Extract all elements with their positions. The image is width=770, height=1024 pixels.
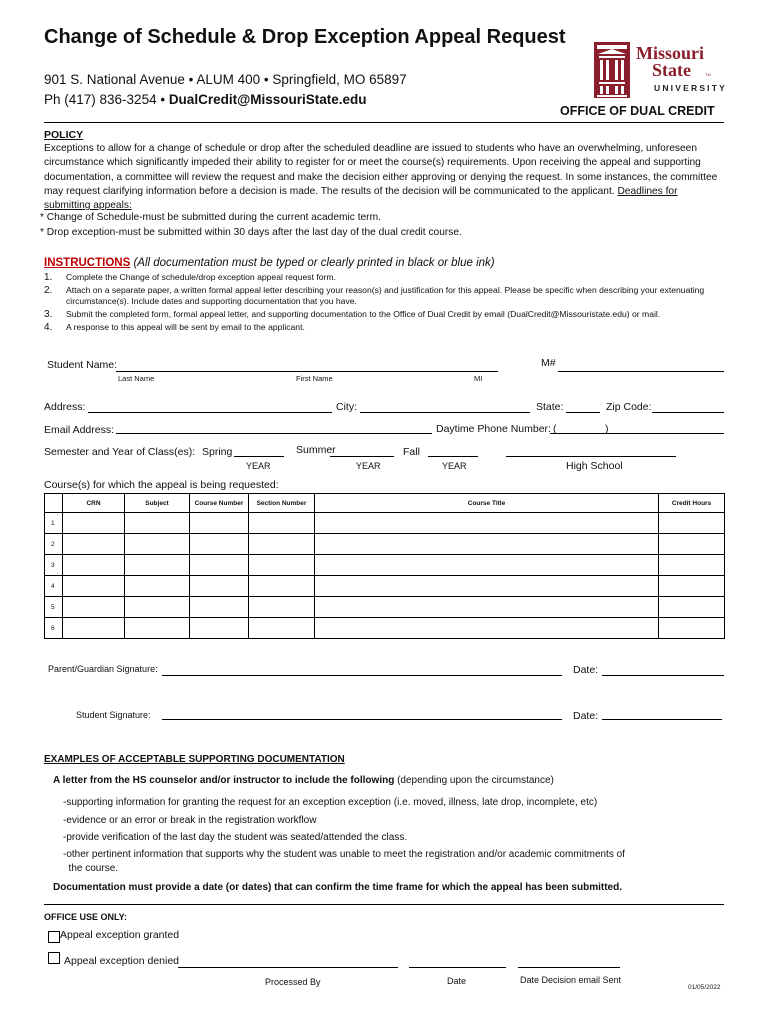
parent-date-label: Date: bbox=[573, 664, 599, 676]
section-number-header: Section Number bbox=[249, 494, 315, 513]
email-label: Email Address: bbox=[44, 424, 115, 436]
table-row bbox=[45, 513, 725, 534]
fall-label: Fall bbox=[403, 446, 420, 458]
fall-year-caption: YEAR bbox=[442, 461, 467, 471]
table-row bbox=[45, 597, 725, 618]
section-number-cell[interactable] bbox=[249, 534, 315, 555]
city-label: City: bbox=[336, 401, 357, 413]
summer-label: Summer bbox=[296, 444, 336, 456]
phone-open-paren: ( bbox=[553, 423, 557, 435]
phone-close-paren: ) bbox=[605, 423, 609, 435]
instruction-text: A response to this appeal will be sent by email to the applicant. bbox=[66, 322, 305, 332]
logo-trademark: TM bbox=[705, 72, 711, 77]
instruction-number: 4. bbox=[44, 322, 53, 333]
office-name: OFFICE OF DUAL CREDIT bbox=[560, 104, 715, 118]
address-field[interactable] bbox=[88, 412, 332, 413]
row-number: 6 bbox=[45, 618, 63, 639]
credit-hours-cell[interactable] bbox=[659, 576, 725, 597]
zip-label: Zip Code: bbox=[606, 401, 652, 413]
courses-label: Course(s) for which the appeal is being requested: bbox=[44, 479, 279, 491]
crn-header: CRN bbox=[63, 494, 125, 513]
first-name-caption: First Name bbox=[296, 374, 333, 383]
deadlines-label: Deadlines for submitting appeals: bbox=[44, 185, 678, 212]
example-item: -provide verification of the last day the student was seated/attended the class. bbox=[63, 832, 408, 843]
course-number-header: Course Number bbox=[190, 494, 249, 513]
section-number-cell[interactable] bbox=[249, 576, 315, 597]
course-title-cell[interactable] bbox=[315, 534, 659, 555]
m-number-label: M# bbox=[541, 357, 556, 369]
course-title-cell[interactable] bbox=[315, 618, 659, 639]
instruction-text: Submit the completed form, formal appeal letter, and supporting documentation to the Office of Dual Credit by email (DualCredit@Missouristate.edu) or mail. bbox=[66, 309, 661, 319]
credit-hours-cell[interactable] bbox=[659, 555, 725, 576]
email-field[interactable] bbox=[116, 433, 432, 434]
high-school-field[interactable] bbox=[506, 456, 676, 457]
instruction-number: 1. bbox=[44, 272, 53, 283]
course-number-cell[interactable] bbox=[190, 513, 249, 534]
student-date-label: Date: bbox=[573, 710, 599, 722]
instructions-heading-row bbox=[44, 257, 495, 269]
policy-bullet-change: * Change of Schedule-must be submitted during the current academic term. bbox=[40, 212, 381, 223]
office-use-divider bbox=[44, 904, 724, 905]
example-item: -other pertinent information that supports why the student was unable to meet the registration and/or academic commitments of bbox=[63, 849, 625, 860]
address-label: Address: bbox=[44, 401, 86, 413]
courses-header-row bbox=[45, 494, 725, 513]
last-name-caption: Last Name bbox=[118, 374, 155, 383]
logo-state-text: State bbox=[652, 60, 691, 80]
example-item: the course. bbox=[63, 863, 119, 874]
header-divider bbox=[44, 122, 724, 123]
section-number-cell[interactable] bbox=[249, 513, 315, 534]
course-title-cell[interactable] bbox=[315, 597, 659, 618]
subject-cell[interactable] bbox=[125, 618, 190, 639]
course-number-cell[interactable] bbox=[190, 597, 249, 618]
office-email: DualCredit@MissouriState.edu bbox=[168, 92, 367, 107]
state-label: State: bbox=[536, 401, 564, 413]
denied-label: Appeal exception denied bbox=[64, 955, 180, 967]
credit-hours-cell[interactable] bbox=[659, 597, 725, 618]
section-number-cell[interactable] bbox=[249, 555, 315, 576]
parent-signature-field[interactable] bbox=[162, 675, 562, 676]
examples-lead bbox=[53, 775, 554, 786]
row-number-header bbox=[45, 494, 63, 513]
granted-checkbox[interactable] bbox=[48, 931, 60, 943]
policy-text bbox=[44, 142, 724, 213]
decision-email-caption: Date Decision email Sent bbox=[520, 975, 622, 985]
parent-signature-label: Parent/Guardian Signature: bbox=[48, 664, 158, 674]
mi-caption: MI bbox=[474, 374, 483, 383]
credit-hours-cell[interactable] bbox=[659, 513, 725, 534]
office-use-heading: OFFICE USE ONLY: bbox=[44, 912, 128, 922]
section-number-cell[interactable] bbox=[249, 597, 315, 618]
course-title-cell[interactable] bbox=[315, 576, 659, 597]
office-phone: Ph (417) 836-3254 • bbox=[44, 92, 169, 107]
parent-date-field[interactable] bbox=[602, 675, 724, 676]
credit-hours-cell[interactable] bbox=[659, 534, 725, 555]
student-signature-label: Student Signature: bbox=[76, 710, 151, 720]
table-row bbox=[45, 555, 725, 576]
credit-hours-cell[interactable] bbox=[659, 618, 725, 639]
subject-header: Subject bbox=[125, 494, 190, 513]
instruction-number: 3. bbox=[44, 309, 53, 320]
office-date-caption: Date bbox=[447, 976, 467, 986]
city-field[interactable] bbox=[360, 412, 530, 413]
crn-cell[interactable] bbox=[63, 597, 125, 618]
state-field[interactable] bbox=[566, 412, 600, 413]
crn-cell[interactable] bbox=[63, 534, 125, 555]
spring-label: Spring bbox=[202, 446, 233, 458]
zip-field[interactable] bbox=[652, 412, 724, 413]
subject-cell[interactable] bbox=[125, 534, 190, 555]
granted-label: Appeal exception granted bbox=[60, 929, 180, 941]
crn-cell[interactable] bbox=[63, 513, 125, 534]
instruction-text: Complete the Change of schedule/drop exception appeal request form. bbox=[66, 272, 336, 282]
course-title-cell[interactable] bbox=[315, 555, 659, 576]
processed-by-caption: Processed By bbox=[265, 977, 321, 987]
crn-cell[interactable] bbox=[63, 576, 125, 597]
office-date-field[interactable] bbox=[409, 967, 506, 968]
course-title-cell[interactable] bbox=[315, 513, 659, 534]
policy-body: Exceptions to allow for a change of schedule or drop after the scheduled deadline are issued to students who have an overwhelming, unforeseen circumstance which significantly impeded their ability to register for or meet the course(s) requirements. Upon receiving the appeal and supporting documentation, a committee will review the request and make the decision either approving or denying the request. In some instances, the committee may request clarifying information before a decision is made. The results of the decision will be communicated to the applicant. bbox=[44, 143, 718, 197]
spring-year-caption: YEAR bbox=[246, 461, 271, 471]
courses-table bbox=[44, 493, 725, 639]
course-number-cell[interactable] bbox=[190, 555, 249, 576]
row-number: 4 bbox=[45, 576, 63, 597]
examples-lead-bold: A letter from the HS counselor and/or instructor to include the following bbox=[53, 775, 395, 786]
course-number-cell[interactable] bbox=[190, 576, 249, 597]
credit-hours-header: Credit Hours bbox=[659, 494, 725, 513]
student-name-field[interactable] bbox=[116, 371, 498, 372]
subject-cell[interactable] bbox=[125, 555, 190, 576]
summer-year-field[interactable] bbox=[330, 456, 394, 457]
daytime-phone-field[interactable] bbox=[550, 433, 724, 434]
crn-cell[interactable] bbox=[63, 555, 125, 576]
high-school-caption: High School bbox=[566, 460, 623, 472]
example-item: -supporting information for granting the request for an exception exception (i.e. moved, illness, late drop, incomplete, etc) bbox=[63, 797, 598, 808]
processed-by-field[interactable] bbox=[178, 967, 398, 968]
instruction-text: Attach on a separate paper, a written formal appeal letter describing your reason(s) and justification for this appeal. Please be specific when describing your extenuating circumstance(s). Include dates and supporting documentation that you have. bbox=[66, 285, 705, 306]
student-date-field[interactable] bbox=[602, 719, 722, 720]
summer-year-caption: YEAR bbox=[356, 461, 381, 471]
university-building-icon bbox=[594, 42, 630, 98]
table-row bbox=[45, 618, 725, 639]
example-item: -evidence or an error or break in the registration workflow bbox=[63, 815, 317, 826]
form-revision-date: 01/05/2022 bbox=[688, 984, 721, 991]
examples-heading: EXAMPLES OF ACCEPTABLE SUPPORTING DOCUMENTATION bbox=[44, 754, 345, 765]
crn-cell[interactable] bbox=[63, 618, 125, 639]
row-number: 1 bbox=[45, 513, 63, 534]
policy-heading: POLICY bbox=[44, 129, 84, 141]
office-address: 901 S. National Avenue • ALUM 400 • Springfield, MO 65897 bbox=[44, 72, 407, 87]
row-number: 2 bbox=[45, 534, 63, 555]
student-name-label: Student Name: bbox=[47, 359, 118, 371]
fall-year-field[interactable] bbox=[428, 456, 478, 457]
instructions-heading: INSTRUCTIONS bbox=[44, 257, 131, 269]
row-number: 3 bbox=[45, 555, 63, 576]
logo-missouri-text: Missouri bbox=[636, 43, 705, 63]
logo-university-text: UNIVERSITY bbox=[654, 83, 728, 93]
documentation-note: Documentation must provide a date (or dates) that can confirm the time frame for which the appeal has been submitted. bbox=[53, 882, 622, 893]
section-number-cell[interactable] bbox=[249, 618, 315, 639]
subject-cell[interactable] bbox=[125, 513, 190, 534]
spring-year-field[interactable] bbox=[234, 456, 284, 457]
subject-cell[interactable] bbox=[125, 576, 190, 597]
instruction-number: 2. bbox=[44, 285, 53, 296]
policy-bullet-drop: * Drop exception-must be submitted within 30 days after the last day of the dual credit course. bbox=[40, 227, 462, 238]
missouri-state-logo bbox=[592, 42, 728, 100]
subject-cell[interactable] bbox=[125, 597, 190, 618]
table-row bbox=[45, 534, 725, 555]
daytime-phone-label: Daytime Phone Number: bbox=[436, 423, 551, 435]
examples-lead-rest: (depending upon the circumstance) bbox=[394, 775, 554, 786]
course-number-cell[interactable] bbox=[190, 618, 249, 639]
course-title-header: Course Title bbox=[315, 494, 659, 513]
office-contact bbox=[44, 92, 367, 107]
instructions-note: (All documentation must be typed or clearly printed in black or blue ink) bbox=[130, 257, 495, 269]
semester-label: Semester and Year of Class(es): bbox=[44, 446, 196, 458]
decision-email-date-field[interactable] bbox=[518, 967, 620, 968]
page-title: Change of Schedule & Drop Exception Appeal Request bbox=[44, 26, 566, 48]
denied-checkbox[interactable] bbox=[48, 952, 60, 964]
student-signature-field[interactable] bbox=[162, 719, 562, 720]
course-number-cell[interactable] bbox=[190, 534, 249, 555]
table-row bbox=[45, 576, 725, 597]
m-number-field[interactable] bbox=[558, 371, 724, 372]
row-number: 5 bbox=[45, 597, 63, 618]
